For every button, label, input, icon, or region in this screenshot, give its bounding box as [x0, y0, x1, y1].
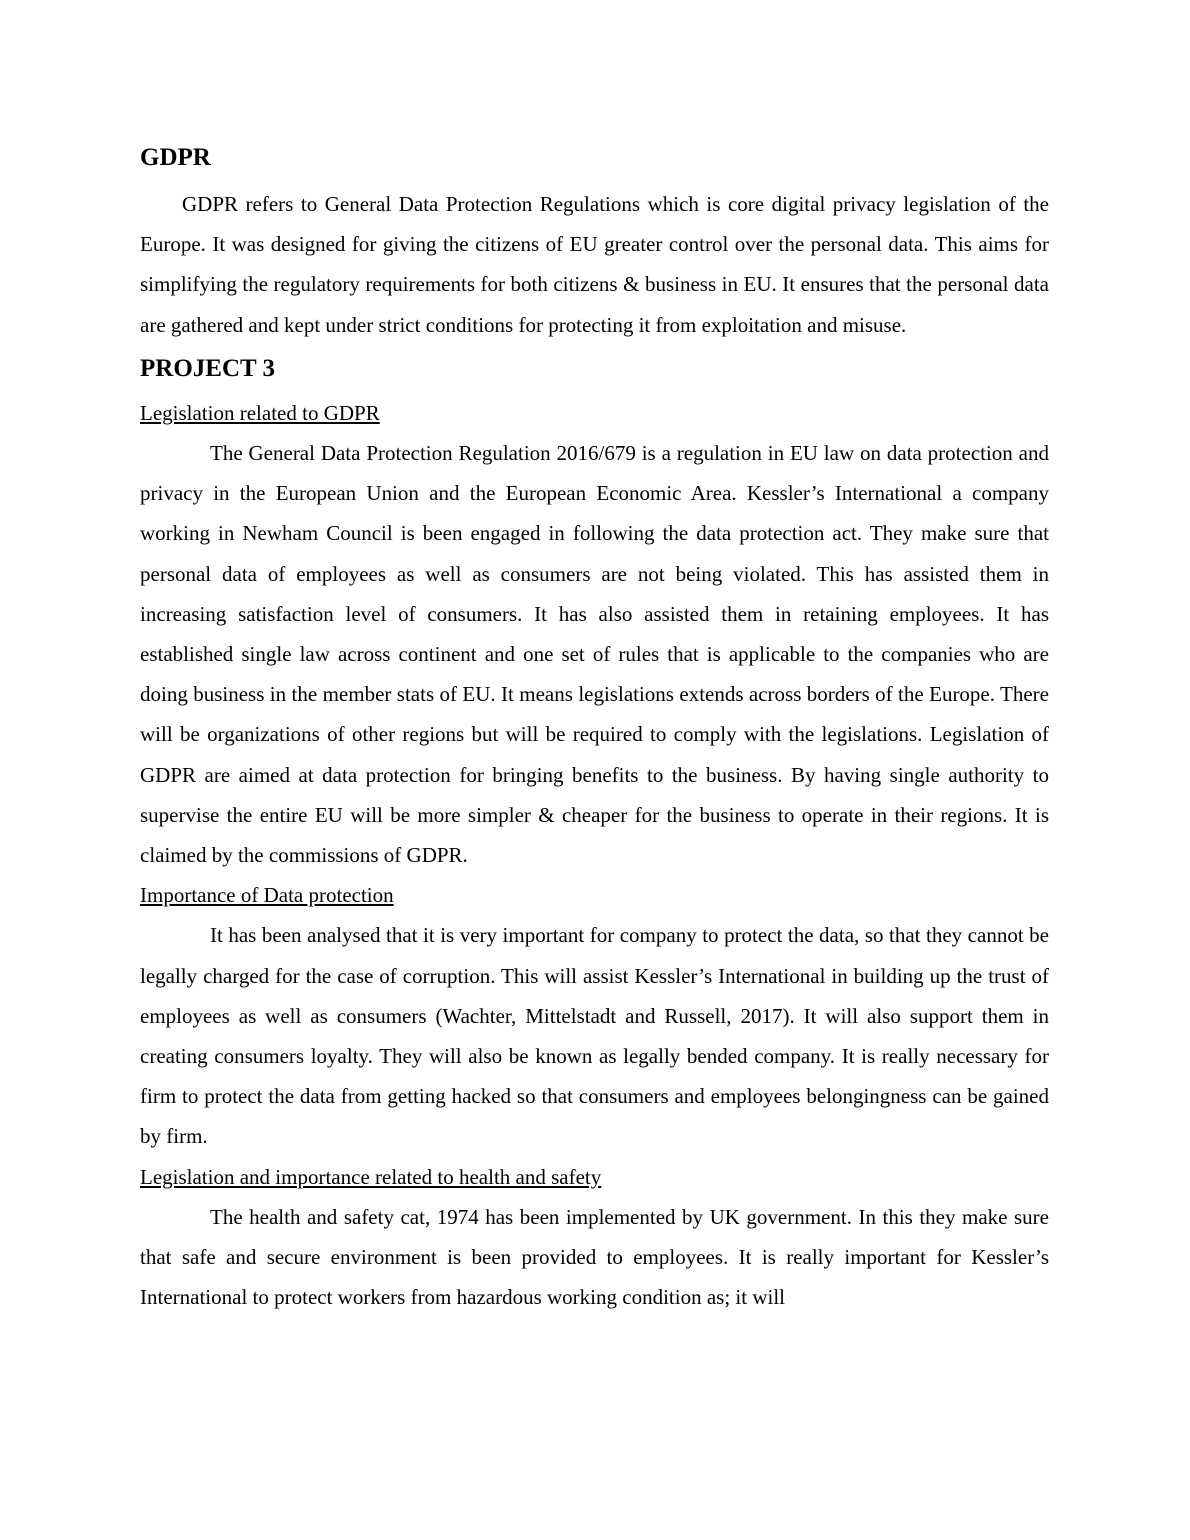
importance-data-protection-paragraph: It has been analysed that it is very important for company to protect the data, so that they cannot be legally charged for the case of corruption. This will assist Kessler’s International in building up the trust of employees as well as consumers (Wachter, Mittelstadt and Russell, 2017). It will also support them in creating consumers loyalty. They will also be known as legally bended company. It is really necessary for firm to protect the data from getting hacked so that consumers and employees belongingness can be gained by firm.: [140, 923, 1049, 1149]
legislation-gdpr-paragraph: The General Data Protection Regulation 2016/679 is a regulation in EU law on data protection and privacy in the European Union and the European Economic Area. Kessler’s International a company working in Newham Council is been engaged in following the data protection act. They make sure that personal data of employees as well as consumers are not being violated. This has assisted them in increasing satisfaction level of consumers. It has also assisted them in retaining employees. It has established single law across continent and one set of rules that is applicable to the companies who are doing business in the member stats of EU. It means legislations extends across borders of the Europe. There will be organizations of other regions but will be required to comply with the legislations. Legislation of GDPR are aimed at data protection for bringing benefits to the business. By having single authority to supervise the entire EU will be more simpler & cheaper for the business to operate in their regions. It is claimed by the commissions of GDPR.: [140, 441, 1049, 868]
section-heading-gdpr: GDPR: [140, 144, 211, 171]
gdpr-paragraph: GDPR refers to General Data Protection Regulations which is core digital privacy legislation of the Europe. It was designed for giving the citizens of EU greater control over the personal data. This aims for simplifying the regulatory requirements for both citizens & business in EU. It ensures that the personal data are gathered and kept under strict conditions for protecting it from exploitation and misuse.: [140, 192, 1049, 337]
health-safety-paragraph: The health and safety cat, 1974 has been implemented by UK government. In this they make sure that safe and secure environment is been provided to employees. It is really important for Kessler’s International to protect workers from hazardous working condition as; it will: [140, 1204, 1049, 1310]
subheading-health-safety: Legislation and importance related to health and safety: [140, 1164, 602, 1189]
document-page: [140, 138, 1049, 1317]
subheading-importance-data-protection: Importance of Data protection: [140, 883, 394, 908]
subheading-legislation-gdpr: Legislation related to GDPR: [140, 400, 380, 425]
section-heading-project-3: PROJECT 3: [140, 354, 275, 382]
